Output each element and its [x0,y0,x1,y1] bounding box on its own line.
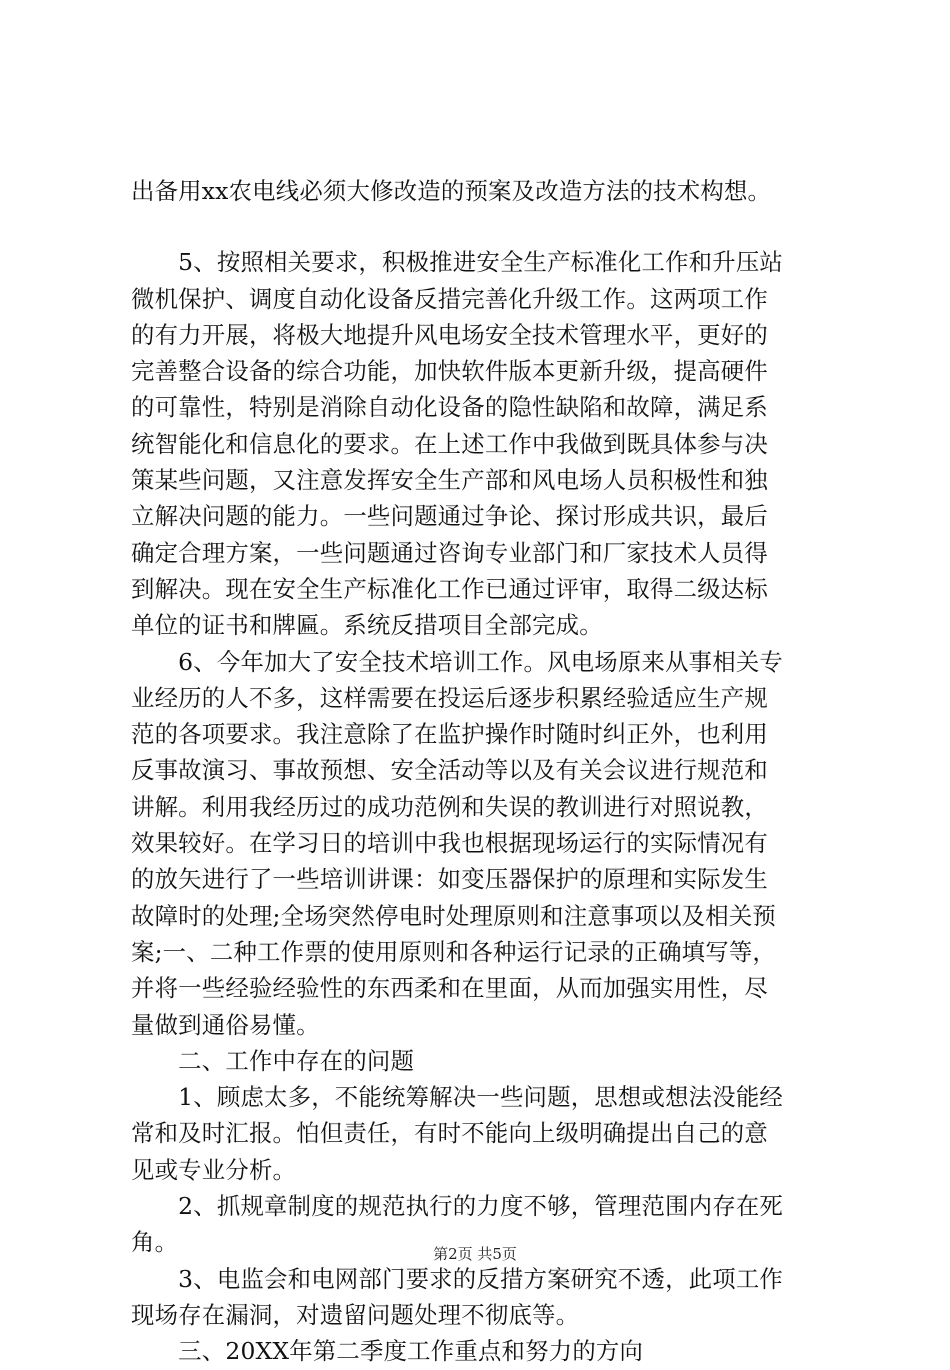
text-line: 2、抓规章制度的规范执行的力度不够，管理范围内存在死 [131,1192,784,1221]
text-line: 的可靠性，特别是消除自动化设备的隐性缺陷和故障，满足系 [131,393,768,422]
text-line: 角。 [131,1228,179,1257]
text-line: 策某些问题，又注意发挥安全生产部和风电场人员积极性和独 [131,466,768,495]
paragraph-gap [131,209,835,244]
text-line: 3、电监会和电网部门要求的反措方案研究不透，此项工作 [131,1264,784,1293]
page-number-footer: 第2页 共5页 [433,1245,517,1263]
text-line: 统智能化和信息化的要求。在上述工作中我做到既具体参与决 [131,429,768,458]
text-line: 的有力开展，将极大地提升风电场安全技术管理水平，更好的 [131,320,768,349]
text-line: 6、今年加大了安全技术培训工作。风电场原来从事相关专 [131,647,784,676]
text-line: 业经历的人不多，这样需要在投运后逐步积累经验适应生产规 [131,683,768,712]
text-line: 效果较好。在学习日的培训中我也根据现场运行的实际情况有 [131,829,768,858]
text-line: 确定合理方案，一些问题通过咨询专业部门和厂家技术人员得 [131,538,768,567]
text-line: 并将一些经验经验性的东西柔和在里面，从而加强实用性，尽 [131,974,768,1003]
text-line: 见或专业分析。 [131,1155,297,1184]
text-line: 故障时的处理;全场突然停电时处理原则和注意事项以及相关预 [131,901,777,930]
text-line: 反事故演习、事故预想、安全活动等以及有关会议进行规范和 [131,756,768,785]
text-line: 1、顾虑太多，不能统筹解决一些问题，思想或想法没能经 [131,1083,784,1112]
text-line: 微机保护、调度自动化设备反措完善化升级工作。这两项工作 [131,284,768,313]
text-line: 量做到通俗易懂。 [131,1010,320,1039]
text-line: 讲解。利用我经历过的成功范例和失误的教训进行对照说教， [131,792,768,821]
text-line: 完善整合设备的综合功能，加快软件版本更新升级，提高硬件 [131,357,768,386]
text-line: 单位的证书和牌匾。系统反措项目全部完成。 [131,611,603,640]
document-body [131,173,835,1370]
text-line: 出备用xx农电线必须大修改造的预案及改造方法的技术构想。 [131,177,772,205]
text-line: 常和及时汇报。怕但责任，有时不能向上级明确提出自己的意 [131,1119,768,1148]
text-line: 现场存在漏洞，对遗留问题处理不彻底等。 [131,1300,580,1329]
text-line: 的放矢进行了一些培训讲课：如变压器保护的原理和实际发生 [131,865,768,894]
text-line: 5、按照相关要求，积极推进安全生产标准化工作和升压站 [131,248,784,277]
text-line: 到解决。现在安全生产标准化工作已通过评审，取得二级达标 [131,574,768,603]
section-heading: 二、工作中存在的问题 [131,1046,415,1075]
text-line: 案;一、二种工作票的使用原则和各种运行记录的正确填写等， [131,937,777,966]
text-line: 范的各项要求。我注意除了在监护操作时随时纠正外，也利用 [131,720,768,749]
section-heading: 三、20XX年第二季度工作重点和努力的方向 [131,1337,644,1366]
text-line: 立解决问题的能力。一些问题通过争论、探讨形成共识，最后 [131,502,768,531]
